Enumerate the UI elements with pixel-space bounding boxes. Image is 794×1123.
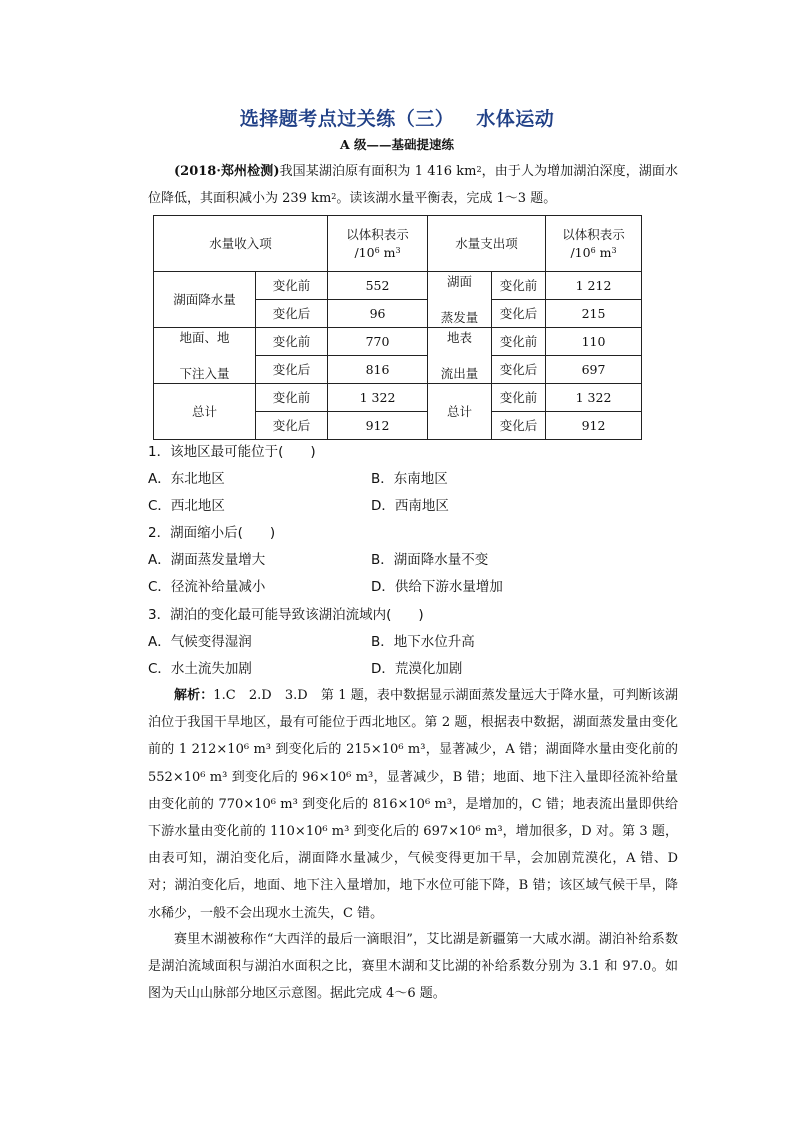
q2-option-b[interactable]: B．湖面降水量不变 (371, 552, 489, 568)
passage-2: 赛里木湖被称作“大西洋的最后一滴眼泪”，艾比湖是新疆第一大咸水湖。湖泊补给系数是湖泊流域面积与湖泊水面积之比，赛里木湖和艾比湖的补给系数分别为 3.1 和 97.0。如图为天山山脉部分地区示意图。据此完成 4～6 题。 (148, 932, 678, 1002)
intro-paragraph: (2018·郑州检测)我国某湖泊原有面积为 1 416 $km^2$，由于人为增加湖泊深度，湖面水位降低，其面积减小为 239 $km^2$。读该湖水量平衡表，完成 1～3 题。 (148, 164, 678, 207)
title-sub: 水体运动 (476, 108, 555, 130)
table-row: 变化后 96 变化后 215 (154, 300, 642, 328)
table-row: 变化后 816 变化后 697 (154, 356, 642, 384)
analysis-label: 解析： (174, 688, 214, 703)
expense-label: 地表 流出量 (428, 328, 492, 384)
water-balance-table (153, 215, 642, 440)
header-volume-out: 以体积表示 $/10^6$ $m^3$ (546, 216, 642, 272)
q3-option-c[interactable]: C．水土流失加剧 (148, 661, 252, 677)
expense-label: 湖面 蒸发量 (428, 272, 492, 328)
level-heading: A 级——基础提速练 (339, 137, 455, 152)
table-row: 地面、地 下注入量 变化前 770 地表 流出量 变化前 110 (154, 328, 642, 356)
q2-option-c[interactable]: C．径流补给量减小 (148, 579, 266, 595)
income-label: 地面、地 下注入量 (154, 328, 256, 384)
question-3: 3．湖泊的变化最可能导致该湖泊流域内( ) (148, 607, 424, 623)
q1-option-c[interactable]: C．西北地区 (148, 498, 225, 514)
source-tag: (2018·郑州检测) (174, 164, 280, 179)
table-row: 总计 变化前 1 322 总计 变化前 1 322 (154, 384, 642, 412)
q1-option-a[interactable]: A．东北地区 (148, 471, 225, 487)
income-label: 湖面降水量 (154, 272, 256, 328)
q3-option-a[interactable]: A．气候变得湿润 (148, 634, 252, 650)
page-title (0, 104, 794, 131)
table-row: 变化后 912 变化后 912 (154, 412, 642, 440)
header-expense: 水量支出项 (428, 216, 546, 272)
header-income: 水量收入项 (154, 216, 328, 272)
total-label-in: 总计 (154, 384, 256, 440)
q3-option-b[interactable]: B．地下水位升高 (371, 634, 475, 650)
q2-option-d[interactable]: D．供给下游水量增加 (371, 579, 503, 595)
question-2: 2．湖面缩小后( ) (148, 525, 276, 541)
question-1: 1．该地区最可能位于( ) (148, 444, 316, 460)
q1-option-d[interactable]: D．西南地区 (371, 498, 449, 514)
analysis-text: 1.C 2.D 3.D 第 1 题，表中数据显示湖面蒸发量远大于降水量，可判断该湖泊位于我国干旱地区，最有可能位于西北地区。第 2 题，根据表中数据，湖面蒸发量由变化前的 1 212×10⁶ m³ 到变化后的 215×10⁶ m³，显著减少，A 错；湖面降水量由变化前的 552×10⁶ m³ 到变化后的 96×10⁶ m³，显著减少，B 错；地面、地下注入量即径流补给量由变化前的 770×10⁶ m³ 到变化后的 816×10⁶ m³，是增加的，C 错；地表流出量即供给下游水量由变化前的 110×10⁶ m³ 到变化后的 697×10⁶ m³，增加很多，D 对。第 3 题，由表可知，湖泊变化后，湖面降水量减少，气候变得更加干旱，会加剧荒漠化，A 错、D 对；湖泊变化后，地面、地下注入量增加，地下水位可能下降，B 错；该区域气候干旱，降水稀少，一般不会出现水土流失，C 错。 (148, 688, 678, 921)
q3-option-d[interactable]: D．荒漠化加剧 (371, 661, 463, 677)
table-header-row (154, 216, 642, 272)
title-main: 选择题考点过关练（三） (239, 108, 455, 130)
total-label-out: 总计 (428, 384, 492, 440)
q2-option-a[interactable]: A．湖面蒸发量增大 (148, 552, 266, 568)
analysis-paragraph (148, 682, 678, 927)
table-row: 湖面降水量 变化前 552 湖面 蒸发量 变化前 1 212 (154, 272, 642, 300)
q1-option-b[interactable]: B．东南地区 (371, 471, 448, 487)
header-volume-in: 以体积表示 $/10^6$ $m^3$ (328, 216, 428, 272)
